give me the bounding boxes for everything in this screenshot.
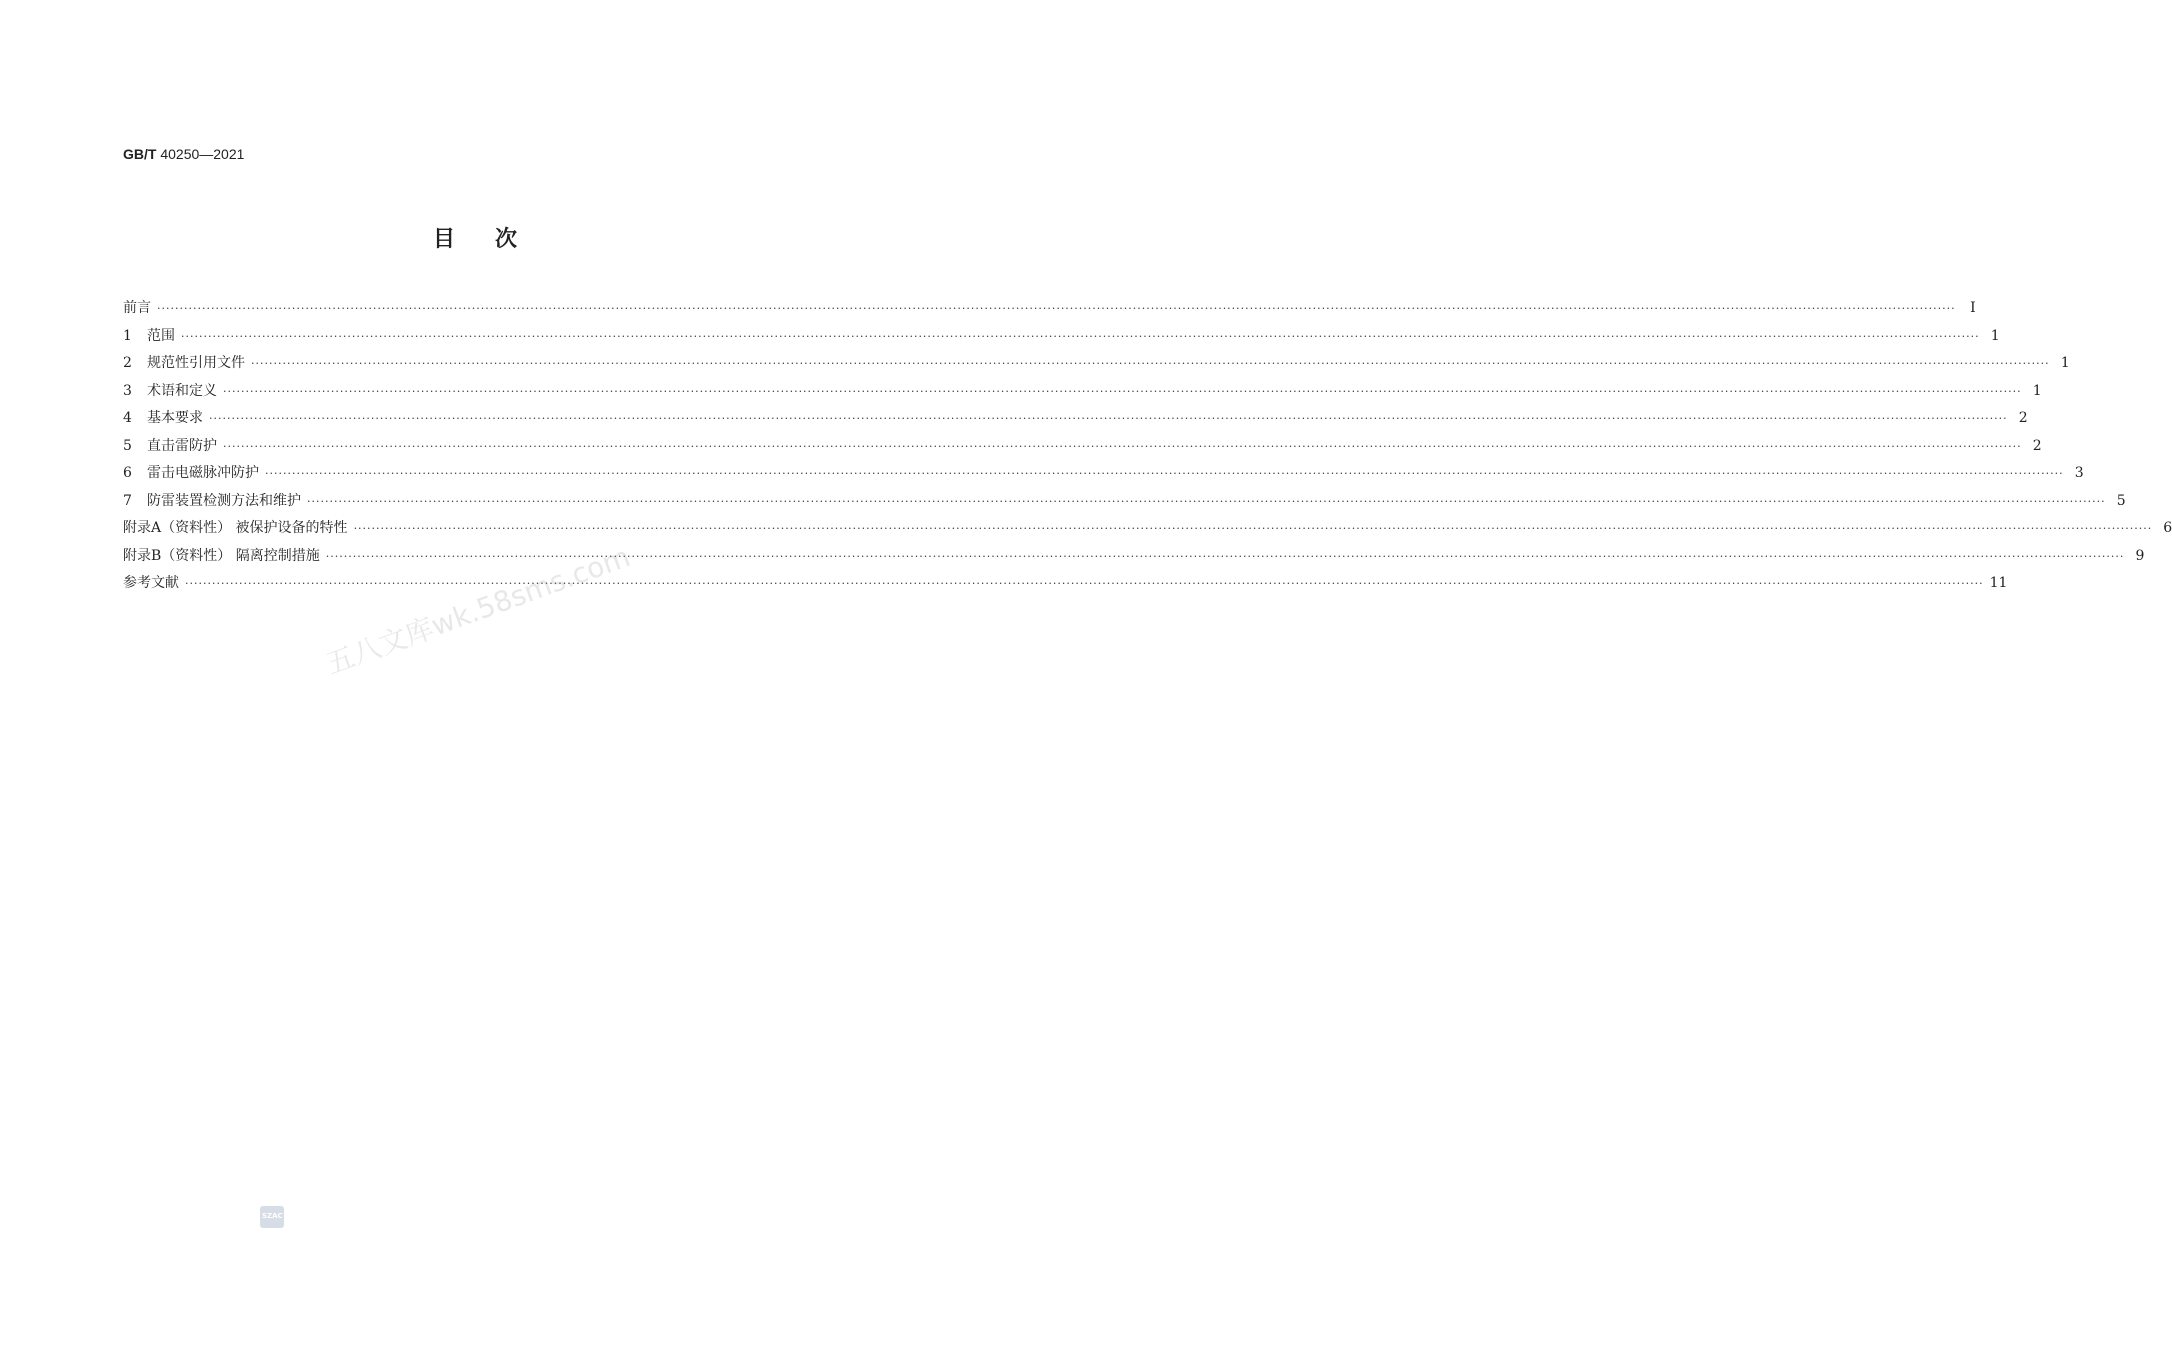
- toc-leader-dots: ················································································································································································································································································································································································································: [209, 412, 2008, 425]
- toc-label: 前言: [123, 300, 151, 316]
- toc-page-number: 3: [2074, 465, 2084, 481]
- toc-page-number: 2: [2018, 410, 2028, 426]
- toc-label: 7 防雷装置检测方法和维护: [123, 492, 301, 509]
- toc-leader-dots: ················································································································································································································································································································································································································: [157, 302, 1956, 315]
- toc-row-4[interactable]: [123, 405, 2028, 433]
- toc-label: 附录B（资料性） 隔离控制措施: [123, 547, 320, 564]
- toc-label: 参考文献: [123, 575, 179, 591]
- standard-code: [123, 146, 244, 162]
- toc-row-2[interactable]: [123, 350, 2070, 378]
- toc-leader-dots: ················································································································································································································································································································································································································: [223, 384, 2022, 398]
- toc-leader-dots: ················································································································································································································································································································································································································: [185, 577, 1984, 590]
- toc-label: 4 基本要求: [123, 410, 203, 426]
- toc-row-6[interactable]: [123, 460, 2084, 488]
- toc-leader-dots: ················································································································································································································································································································································································································: [265, 467, 2064, 480]
- toc-row-appendix-b[interactable]: [123, 543, 2145, 571]
- toc-leader-dots: ················································································································································································································································································································································································································: [181, 329, 1980, 343]
- toc-label: 附录A（资料性） 被保护设备的特性: [123, 520, 348, 536]
- toc-leader-dots: ················································································································································································································································································································································································································: [251, 357, 2050, 370]
- toc-row-5[interactable]: [123, 433, 2042, 461]
- toc-leader-dots: ················································································································································································································································································································································································································: [353, 522, 2153, 535]
- page-title: 目次: [432, 227, 557, 252]
- toc-page-number: 2: [2032, 437, 2042, 454]
- toc-row-7[interactable]: [123, 488, 2126, 516]
- toc-row-appendix-a[interactable]: [123, 515, 2172, 543]
- toc-page-number: Ⅰ: [1970, 300, 1976, 316]
- toc-page-number: 1: [2032, 382, 2042, 399]
- toc-page-number: 1: [2060, 355, 2070, 371]
- toc-label: 2 规范性引用文件: [123, 355, 245, 371]
- toc-label: 6 雷击电磁脉冲防护: [123, 465, 259, 481]
- toc-label: 5 直击雷防护: [123, 437, 217, 454]
- toc-page-number: 9: [2135, 547, 2145, 564]
- toc-row-1[interactable]: [123, 323, 2000, 351]
- publisher-logo-icon: [260, 1206, 284, 1228]
- toc-leader-dots: ················································································································································································································································································································································································································: [325, 549, 2125, 563]
- toc-label: 3 术语和定义: [123, 382, 217, 399]
- toc-page-number: 6: [2163, 520, 2172, 536]
- toc-label: 1 范围: [123, 327, 175, 344]
- toc-leader-dots: ················································································································································································································································································································································································································: [307, 494, 2106, 508]
- toc-row-foreword[interactable]: [123, 295, 1976, 323]
- standard-prefix: GB/T: [123, 146, 157, 162]
- toc-page-number: 1: [1990, 327, 2000, 344]
- table-of-contents: [123, 295, 2172, 598]
- standard-number: 40250—2021: [160, 146, 245, 162]
- toc-page-number: 5: [2116, 492, 2126, 509]
- watermark: 五八文库wk.58sms.com: [321, 539, 635, 681]
- badge-text: SZAC: [262, 1212, 283, 1220]
- toc-page-number: 11: [1989, 575, 2008, 591]
- toc-leader-dots: ················································································································································································································································································································································································································: [223, 439, 2022, 453]
- toc-row-3[interactable]: [123, 378, 2042, 406]
